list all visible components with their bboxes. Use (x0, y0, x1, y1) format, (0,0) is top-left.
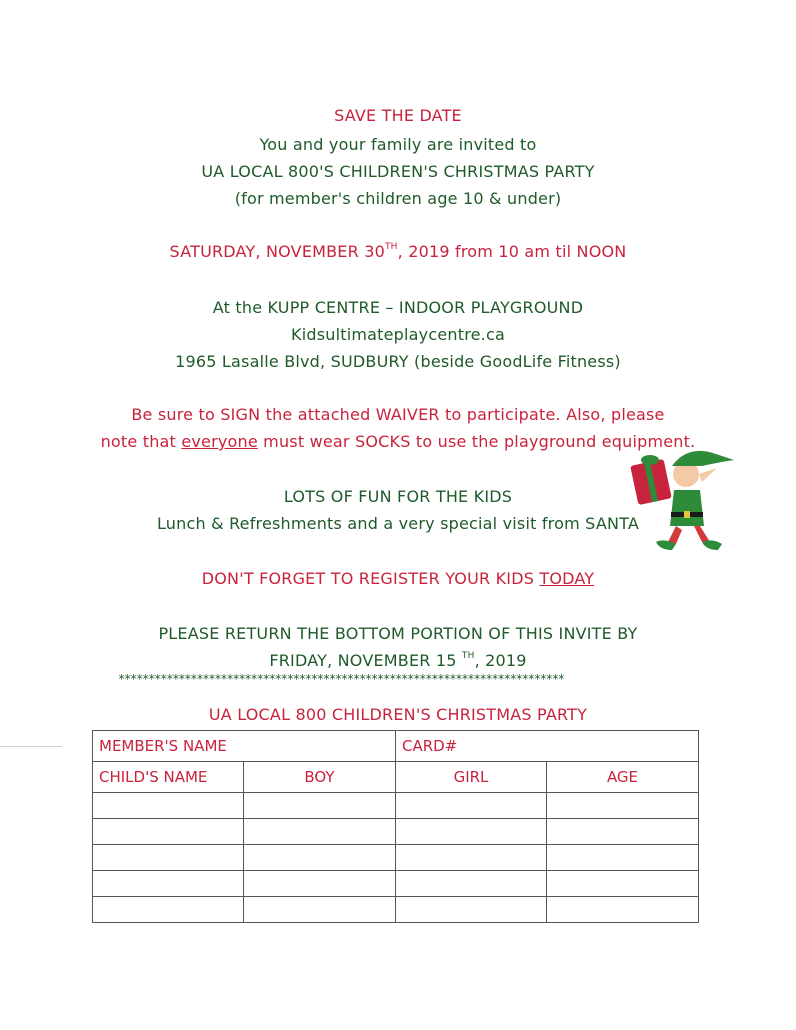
boy-cell[interactable] (244, 793, 396, 819)
age-cell[interactable] (547, 793, 699, 819)
invite-line: You and your family are invited to (259, 135, 537, 154)
girl-cell[interactable] (396, 871, 547, 897)
boy-cell[interactable] (244, 819, 396, 845)
elf-with-gift-illustration (620, 446, 744, 558)
table-row (93, 897, 699, 923)
column-header-row (93, 762, 699, 793)
table-row (93, 793, 699, 819)
boy-cell[interactable] (244, 845, 396, 871)
refreshments-line: Lunch & Refreshments and a very special visit from SANTA (156, 514, 640, 533)
venue-name-line: At the KUPP CENTRE – INDOOR PLAYGROUND (212, 298, 584, 317)
registration-table (92, 730, 699, 923)
childs-name-header: CHILD'S NAME (93, 762, 244, 793)
boy-cell[interactable] (244, 897, 396, 923)
age-cell[interactable] (547, 845, 699, 871)
childs-name-cell[interactable] (93, 845, 244, 871)
waiver-line-1: Be sure to SIGN the attached WAIVER to participate. Also, please (131, 405, 665, 424)
register-reminder-line: DON'T FORGET TO REGISTER YOUR KIDS TODAY (201, 569, 595, 588)
age-header: AGE (547, 762, 699, 793)
girl-header: GIRL (396, 762, 547, 793)
card-number-field[interactable]: CARD# (396, 731, 699, 762)
waiver-line-2: note that everyone must wear SOCKS to use the playground equipment. (100, 432, 696, 451)
table-row (93, 845, 699, 871)
girl-cell[interactable] (396, 897, 547, 923)
cut-line: ************************************************************************** (118, 672, 564, 686)
member-row (93, 731, 699, 762)
boy-cell[interactable] (244, 871, 396, 897)
childs-name-cell[interactable] (93, 819, 244, 845)
venue-address-line: 1965 Lasalle Blvd, SUDBURY (beside GoodLife Fitness) (175, 352, 621, 371)
fun-line: LOTS OF FUN FOR THE KIDS (283, 487, 513, 506)
girl-cell[interactable] (396, 845, 547, 871)
return-instructions-line-1: PLEASE RETURN THE BOTTOM PORTION OF THIS INVITE BY (158, 624, 638, 643)
age-cell[interactable] (547, 871, 699, 897)
event-date-line: SATURDAY, NOVEMBER 30TH, 2019 from 10 am til NOON (169, 242, 627, 261)
boy-header: BOY (244, 762, 396, 793)
member-name-field[interactable]: MEMBER'S NAME (93, 731, 396, 762)
age-cell[interactable] (547, 897, 699, 923)
table-row (93, 819, 699, 845)
table-row (93, 871, 699, 897)
margin-mark (0, 746, 62, 747)
childs-name-cell[interactable] (93, 793, 244, 819)
age-cell[interactable] (547, 819, 699, 845)
form-title: UA LOCAL 800 CHILDREN'S CHRISTMAS PARTY (208, 705, 588, 724)
save-the-date-heading: SAVE THE DATE (334, 106, 462, 125)
childs-name-cell[interactable] (93, 897, 244, 923)
girl-cell[interactable] (396, 819, 547, 845)
age-limit-line: (for member's children age 10 & under) (234, 189, 562, 208)
venue-website-line: Kidsultimateplaycentre.ca (291, 325, 505, 344)
party-name-line: UA LOCAL 800'S CHILDREN'S CHRISTMAS PARTY (201, 162, 595, 181)
girl-cell[interactable] (396, 793, 547, 819)
return-deadline-line: FRIDAY, NOVEMBER 15 $^{TH}$, 2019 (269, 651, 527, 670)
childs-name-cell[interactable] (93, 871, 244, 897)
